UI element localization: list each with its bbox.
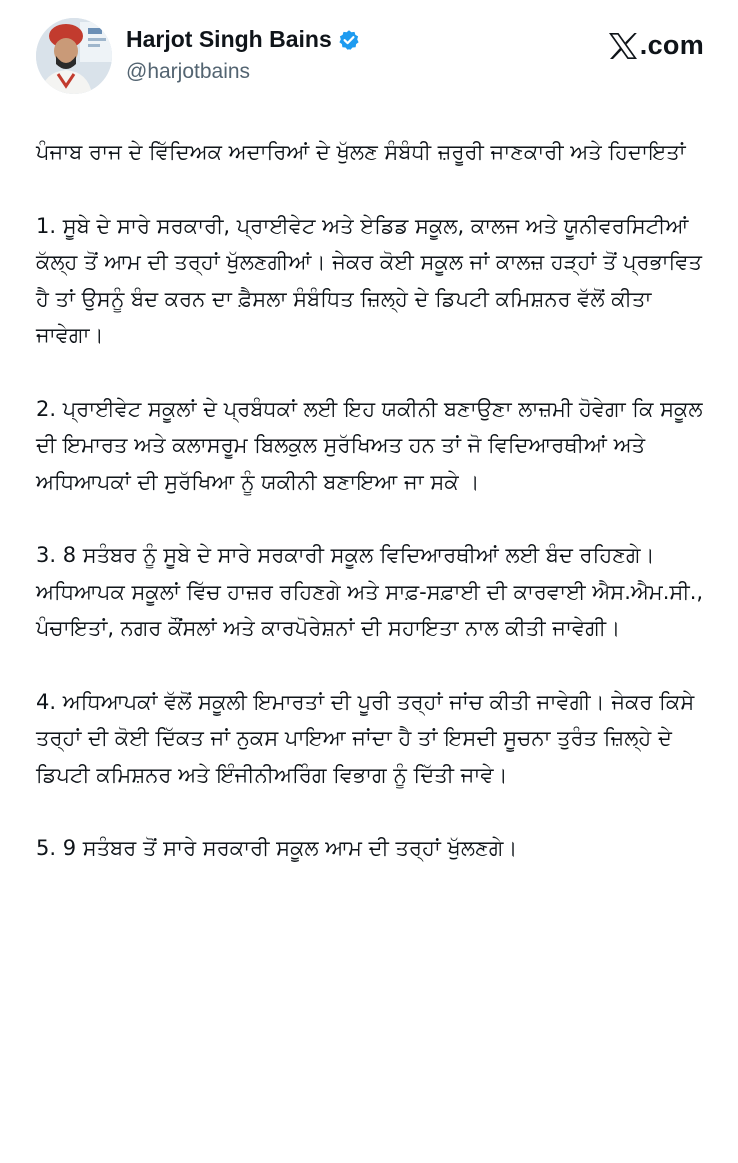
post-body <box>36 134 708 867</box>
instruction-item-5: 5. 9 ਸਤੰਬਰ ਤੋਂ ਸਾਰੇ ਸਰਕਾਰੀ ਸਕੂਲ ਆਮ ਦੀ ਤਰ੍ਹਾਂ ਖੁੱਲਣਗੇ। <box>36 836 518 860</box>
avatar[interactable] <box>36 18 112 94</box>
name-row <box>126 26 360 53</box>
display-name[interactable]: Harjot Singh Bains <box>126 26 332 52</box>
instruction-item-4: 4. ਅਧਿਆਪਕਾਂ ਵੱਲੋਂ ਸਕੂਲੀ ਇਮਾਰਤਾਂ ਦੀ ਪੂਰੀ ਤਰ੍ਹਾਂ ਜਾਂਚ ਕੀਤੀ ਜਾਵੇਗੀ। ਜੇਕਰ ਕਿਸੇ ਤਰ੍ਹਾਂ ਦੀ ਕੋਈ ਦਿੱਕਤ ਜਾਂ ਨੁਕਸ ਪਾਇਆ ਜਾਂਦਾ ਹੈ ਤਾਂ ਇਸਦੀ ਸੂਚਨਾ ਤੁਰੰਤ ਜ਼ਿਲ੍ਹੇ ਦੇ ਡਿਪਟੀ ਕਮਿਸ਼ਨਰ ਅਤੇ ਇੰਜੀਨੀਅਰਿੰਗ ਵਿਭਾਗ ਨੂੰ ਦਿੱਤੀ ਜਾਵੇ। <box>36 689 695 787</box>
brand <box>608 30 704 61</box>
brand-text: .com <box>639 30 704 60</box>
post-header <box>20 12 720 102</box>
post-title: ਪੰਜਾਬ ਰਾਜ ਦੇ ਵਿੱਦਿਅਕ ਅਦਾਰਿਆਂ ਦੇ ਖੁੱਲਣ ਸੰਬੰਧੀ ਜ਼ਰੂਰੀ ਜਾਣਕਾਰੀ ਅਤੇ ਹਿਦਾਇਤਾਂ <box>36 140 686 164</box>
instruction-item-2: 2. ਪ੍ਰਾਈਵੇਟ ਸਕੂਲਾਂ ਦੇ ਪ੍ਰਬੰਧਕਾਂ ਲਈ ਇਹ ਯਕੀਨੀ ਬਣਾਉਣਾ ਲਾਜ਼ਮੀ ਹੋਵੇਗਾ ਕਿ ਸਕੂਲ ਦੀ ਇਮਾਰਤ ਅਤੇ ਕਲਾਸਰੂਮ ਬਿਲਕੁਲ ਸੁਰੱਖਿਅਤ ਹਨ ਤਾਂ ਜੋ ਵਿਦਿਆਰਥੀਆਂ ਅਤੇ ਅਧਿਆਪਕਾਂ ਦੀ ਸੁਰੱਖਿਆ ਨੂੰ ਯਕੀਨੀ ਬਣਾਇਆ ਜਾ ਸਕੇ । <box>36 396 703 494</box>
verified-badge-icon <box>338 29 360 51</box>
post-card <box>20 0 720 1110</box>
instruction-item-1: 1. ਸੂਬੇ ਦੇ ਸਾਰੇ ਸਰਕਾਰੀ, ਪ੍ਰਾਈਵੇਟ ਅਤੇ ਏਡਿਡ ਸਕੂਲ, ਕਾਲਜ ਅਤੇ ਯੂਨੀਵਰਸਿਟੀਆਂ ਕੱਲ੍ਹ ਤੋਂ ਆਮ ਦੀ ਤਰ੍ਹਾਂ ਖੁੱਲਣਗੀਆਂ। ਜੇਕਰ ਕੋਈ ਸਕੂਲ ਜਾਂ ਕਾਲਜ਼ ਹੜ੍ਹਾਂ ਤੋਂ ਪ੍ਰਭਾਵਿਤ ਹੈ ਤਾਂ ਉਸਨੂੰ ਬੰਦ ਕਰਨ ਦਾ ਫ਼ੈਸਲਾ ਸੰਬੰਧਿਤ ਜ਼ਿਲ੍ਹੇ ਦੇ ਡਿਪਟੀ ਕਮਿਸ਼ਨਰ ਵੱਲੋਂ ਕੀਤਾ ਜਾਵੇਗਾ। <box>36 213 702 347</box>
x-logo-icon <box>608 32 638 60</box>
instruction-item-3: 3. 8 ਸਤੰਬਰ ਨੂੰ ਸੂਬੇ ਦੇ ਸਾਰੇ ਸਰਕਾਰੀ ਸਕੂਲ ਵਿਦਿਆਰਥੀਆਂ ਲਈ ਬੰਦ ਰਹਿਣਗੇ। ਅਧਿਆਪਕ ਸਕੂਲਾਂ ਵਿੱਚ ਹਾਜ਼ਰ ਰਹਿਣਗੇ ਅਤੇ ਸਾਫ਼-ਸਫ਼ਾਈ ਦੀ ਕਾਰਵਾਈ ਐਸ.ਐਮ.ਸੀ., ਪੰਚਾਇਤਾਂ, ਨਗਰ ਕੌਂਸਲਾਂ ਅਤੇ ਕਾਰਪੋਰੇਸ਼ਨਾਂ ਦੀ ਸਹਾਇਤਾ ਨਾਲ ਕੀਤੀ ਜਾਵੇਗੀ। <box>36 543 704 640</box>
user-handle[interactable]: @harjotbains <box>126 60 251 83</box>
